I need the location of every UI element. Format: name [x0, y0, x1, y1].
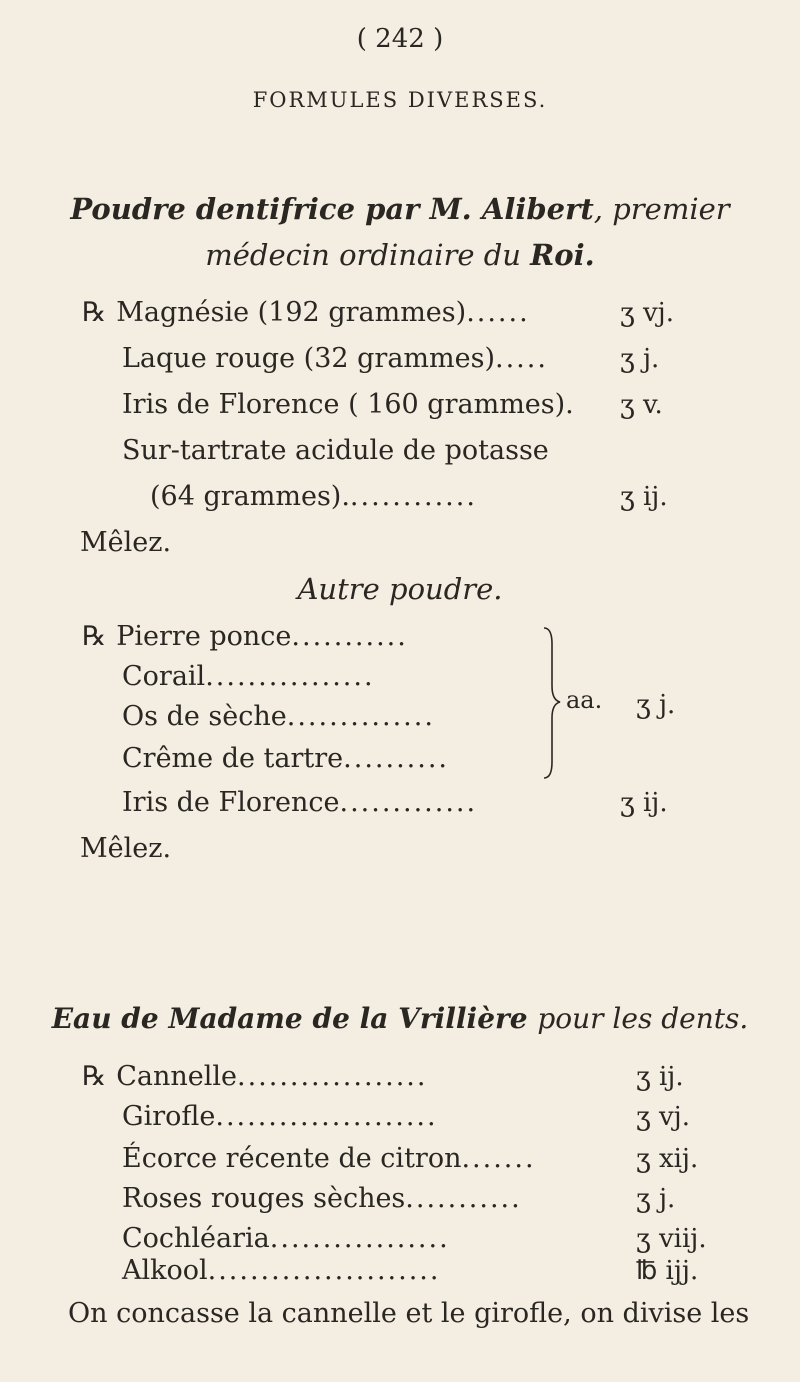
recipe1-qty-4: ʒ ij. — [620, 482, 668, 512]
recipe3-item-0: ℞ Cannelle.................. — [82, 1061, 428, 1092]
recipe1-qty-2: ʒ v. — [620, 390, 663, 420]
recipe3-item-2: Écorce récente de citron....... — [122, 1143, 536, 1174]
recipe3-qty-1: ʒ vj. — [636, 1102, 690, 1132]
group-brace-icon — [540, 624, 564, 784]
recipe2-title: Autre poudre. — [297, 572, 503, 606]
recipe1-item-2: Iris de Florence ( 160 grammes). — [122, 389, 574, 420]
recipe1-title-line2-b: Roi. — [530, 238, 595, 272]
recipe3-qty-2: ʒ xij. — [636, 1144, 699, 1174]
recipe1-title-a: Poudre dentifrice par — [70, 192, 430, 226]
recipe3-title: Eau de Madame de la Vrillière pour les dents. — [51, 1002, 749, 1035]
recipe1-qty-0: ʒ vj. — [620, 298, 674, 328]
recipe3-item-3: Roses rouges sèches........... — [122, 1183, 522, 1214]
rx-icon: ℞ — [82, 1061, 107, 1092]
recipe1-title-line2 — [0, 238, 800, 272]
recipe3-qty-5: ℔ ijj. — [636, 1256, 699, 1286]
recipe2-last-qty: ʒ ij. — [620, 788, 668, 818]
recipe1-closing: Mêlez. — [80, 527, 172, 558]
section-heading: FORMULES DIVERSES. — [252, 88, 548, 112]
recipe3-qty-0: ʒ ij. — [636, 1062, 684, 1092]
recipe2-last-item: Iris de Florence............. — [122, 787, 478, 818]
recipe1-title-b: M. Alibert — [429, 192, 594, 226]
recipe3-qty-4: ʒ viij. — [636, 1224, 707, 1254]
recipe1-title-c: , premier — [593, 192, 730, 226]
body-paragraph: On concasse la cannelle et le girofle, on divise les — [68, 1298, 750, 1329]
recipe1-item-1: Laque rouge (32 grammes)..... — [122, 343, 548, 374]
recipe1-title-line1 — [0, 192, 800, 226]
recipe3-item-1: Girofle..................... — [122, 1101, 438, 1132]
recipe2-closing: Mêlez. — [80, 833, 172, 864]
recipe2-group-label: aa. — [566, 686, 603, 714]
recipe1-item-3: Sur-tartrate acidule de potasse — [122, 435, 549, 466]
recipe3-item-5: Alkool...................... — [122, 1255, 441, 1286]
recipe2-item-0: ℞ Pierre ponce........... — [82, 621, 408, 652]
recipe1-qty-1: ʒ j. — [620, 344, 660, 374]
recipe1-title-line2-a: médecin ordinaire du — [205, 238, 531, 272]
recipe2-item-3: Crême de tartre.......... — [122, 743, 449, 774]
rx-icon: ℞ — [82, 621, 107, 652]
recipe2-item-2: Os de sèche.............. — [122, 701, 435, 732]
recipe2-item-1: Corail................ — [122, 661, 375, 692]
recipe3-item-4: Cochléaria................. — [122, 1223, 450, 1254]
recipe2-group-qty: ʒ j. — [636, 690, 676, 720]
recipe1-item-4: (64 grammes)............. — [150, 481, 477, 512]
page-number: ( 242 ) — [356, 24, 444, 54]
rx-icon: ℞ — [82, 297, 107, 328]
recipe3-qty-3: ʒ j. — [636, 1184, 676, 1214]
recipe1-item-0: ℞ Magnésie (192 grammes)...... — [82, 297, 530, 328]
